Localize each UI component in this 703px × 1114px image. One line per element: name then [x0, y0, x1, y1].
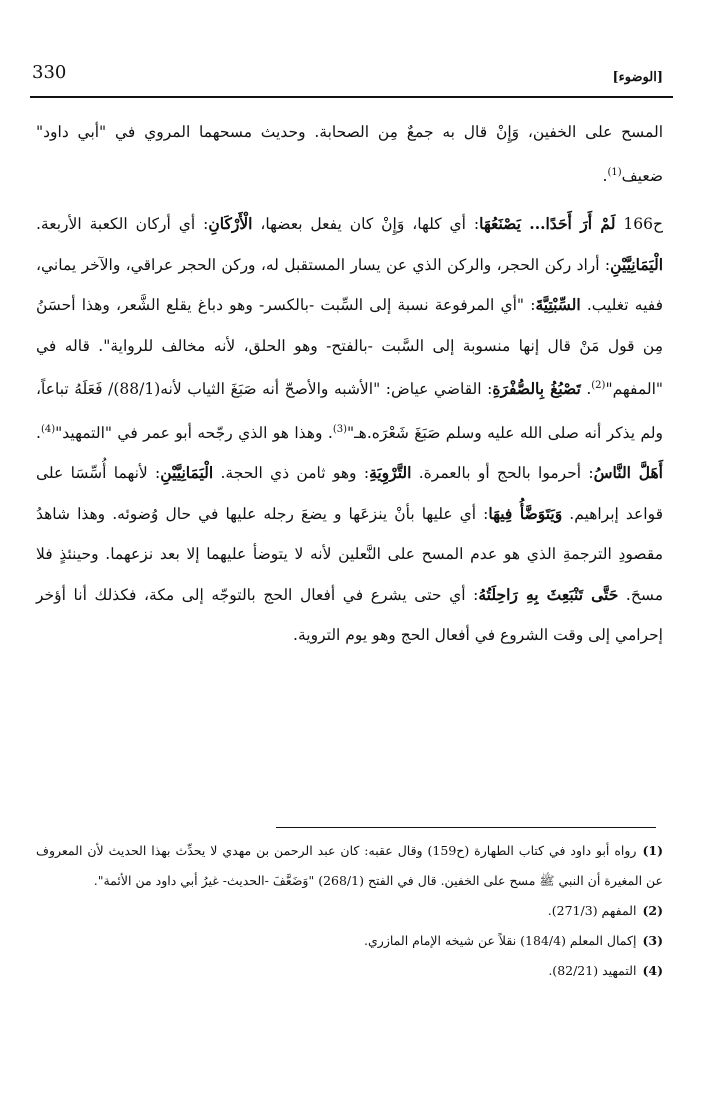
hadith-lemma: التَّرْوِيَةِ	[369, 463, 412, 483]
footnote-ref-4[interactable]: (4)	[40, 423, 56, 435]
running-head: [الوضوء]	[612, 70, 663, 85]
hadith-lemma: حَتَّى تَنْبَعِثَ بِهِ رَاحِلَتُهُ	[478, 584, 619, 604]
hadith-lemma: الْيَمَانِيَّيْنِ	[610, 254, 663, 274]
footnote-ref-2[interactable]: (2)	[591, 380, 606, 392]
hadith-lemma: الْيَمَانِيَّيْنِ	[160, 463, 214, 483]
footnote-ref-3[interactable]: (3)	[332, 423, 347, 435]
hadith-lemma: أَهَلَّ النَّاسُ	[593, 463, 663, 483]
hadith-lemma: تَصْبُغُ بِالصُّفْرَةِ	[492, 379, 581, 399]
footnotes	[36, 836, 663, 986]
footnote-separator	[276, 827, 656, 828]
page-number: 330	[32, 62, 67, 83]
footnote-3: (3)إكمال المعلم (184/4) نقلاً عن شيخه الإمام المازري.	[364, 933, 663, 948]
header-rule	[30, 96, 673, 98]
hadith-lemma: الْأَرْكَانِ	[208, 214, 253, 234]
main-text	[36, 112, 663, 656]
footnote-1: (1)رواه أبو داود في كتاب الطهارة (ح159) وقال عقبه: كان عبد الرحمن بن مهدي لا يحدِّث بهذا الحديث لأن المعروف عن المغيرة أن النبي ﷺ مسح على الخفين. قال في الفتح (268/1) "وَضَعَّفَ -الحديث- غيرُ أبي داود من الأئمة".	[36, 843, 663, 888]
footnote-2: (2)المفهم (271/3).	[547, 903, 663, 918]
hadith-lemma: وَيَتَوَضَّأُ فِيهَا	[488, 503, 563, 523]
footnote-4: (4)التمهيد (82/21).	[548, 963, 663, 978]
paragraph-2: ح166 لَمْ أَرَ أَحَدًا... يَصْنَعُهَا: أي كلها، وَإِنْ كان يفعل بعضها، الْأَرْكَانِ: أي أركان الكعبة الأربعة. الْيَمَانِيَّيْنِ: أراد ركن الحجر، والركن الذي عن يسار المستقبل له، وركن الحجر عراقي، والآخر يماني، ففيه تغليب. السِّبْتِيَّةَ: "أي المرفوعة نسبة إلى السِّبت -بالكسر- وهو دباغ يقلع الشَّعر، وهذا أحسَنُ مِن قول مَنْ قال إنها منسوبة إلى السَّبت -بالفتح- وهو الحلق، لأنه مخالف للرواية". قاله في "المفهم"$^{(2)}$. تَصْبُغُ بِالصُّفْرَةِ: القاضي عياض: "الأشبه والأصحّ أنه صَبَغَ الثياب لأنه(88/1)/ فَعَلَهُ تباعاً، ولم يذكر أنه صلى الله عليه وسلم صَبَغَ شَعْرَه.هـ"$^{(3)}$. وهذا هو الذي رجّحه أبو عمر في "التمهيد"$^{(4)}$. أَهَلَّ النَّاسُ: أحرموا بالحج أو بالعمرة. التَّرْوِيَةِ: وهو ثامن ذي الحجة. الْيَمَانِيَّيْنِ: لأنهما أُسِّسَا على قواعد إبراهيم. وَيَتَوَضَّأُ فِيهَا: أي عليها بأنْ ينزعَها و يضعَ رجله عليها في حال وُضوئه. وهذا شاهدُ مقصودِ الترجمةِ الذي هو عدم المسح على النَّعلين لأنه لا يتوضأ عليهما إلا بعد نزعهما. وحينئذٍ فلا مسحَ. حَتَّى تَنْبَعِثَ بِهِ رَاحِلَتُهُ: أي حتى يشرع في أفعال الحج بالتوجّه إلى مكة، فكذلك أنا أؤخر إحرامي إلى وقت الشروع في أفعال الحج وهو يوم التروية.	[36, 214, 664, 645]
paragraph-1: المسح على الخفين، وَإِنْ قال به جمعٌ مِن الصحابة. وحديث مسحهما المروي في "أبي داود" ضعيف$^{(1)}$.	[36, 123, 663, 185]
hadith-lemma: لَمْ أَرَ أَحَدًا... يَصْنَعُهَا	[479, 214, 616, 234]
footnote-ref-1[interactable]: (1)	[607, 166, 622, 178]
hadith-lemma: السِّبْتِيَّةَ	[535, 295, 581, 315]
